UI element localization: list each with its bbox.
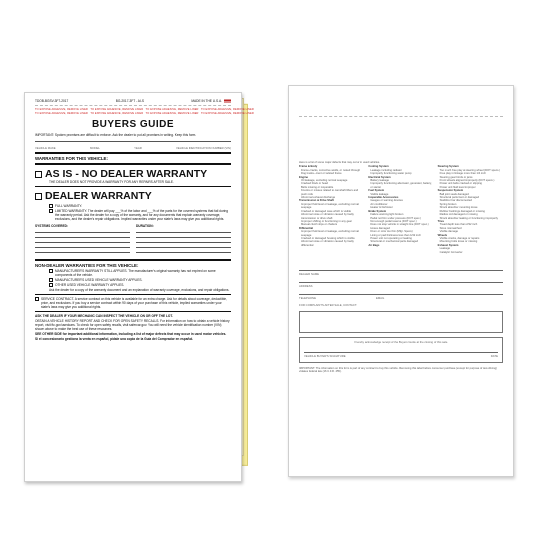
full-warranty-option[interactable] bbox=[49, 204, 231, 208]
form-code: BG-2017-3FT - AI-S bbox=[115, 99, 144, 104]
defect-item: Hoses damaged bbox=[370, 226, 390, 230]
defect-item: Shock absorber leaking or functioning improperly bbox=[439, 216, 498, 220]
ask-mechanic: ASK THE DEALER IF YOUR MECHANIC CAN INSPECT THE VEHICLE ON OR OFF THE LOT. bbox=[35, 314, 173, 319]
strip-text-8: TO EXPOSE ADHESIVE, REMOVE LINER bbox=[200, 111, 254, 115]
non-dealer-item[interactable] bbox=[49, 278, 231, 282]
non-dealer-checkbox[interactable] bbox=[49, 278, 53, 282]
non-dealer-item[interactable] bbox=[49, 283, 231, 287]
defects-column-3 bbox=[438, 165, 503, 254]
defect-item: Radius rod damaged or missing bbox=[439, 213, 478, 217]
divider bbox=[35, 186, 231, 187]
defect-category: Exhaust System bbox=[437, 243, 459, 247]
strip-text-5: TO EXPOSE ADHESIVE, REMOVE LINER bbox=[35, 111, 88, 115]
dealer-name-line[interactable] bbox=[299, 270, 503, 271]
defect-item: Battery leakage bbox=[370, 179, 390, 183]
defect-item: Visible cracks, damage or repairs bbox=[439, 236, 480, 240]
defect-item: Sizes mismatched bbox=[439, 226, 462, 230]
defect-category: Engine bbox=[299, 175, 308, 179]
warranties-heading: WARRANTIES FOR THIS VEHICLE: bbox=[35, 156, 108, 162]
duration-field[interactable] bbox=[136, 228, 231, 257]
dealer-warranty-checkbox[interactable] bbox=[35, 193, 42, 200]
as-is-option[interactable] bbox=[35, 168, 231, 180]
systems-lines[interactable] bbox=[35, 228, 231, 257]
defect-item: Shock absorber mounting loose bbox=[439, 206, 478, 210]
manufacturer-warranty-text: MANUFACTURER'S WARRANTY STILL APPLIES. The manufacturer's original warranty has not expired on some components of the vehicle. bbox=[55, 268, 216, 277]
other-warranty-text: OTHER USED VEHICLE WARRANTY APPLIES. bbox=[55, 283, 125, 288]
form-number: TDOB-BGSV-3F7-2017 bbox=[35, 99, 69, 104]
signature-labels bbox=[304, 354, 498, 358]
year-label: YEAR bbox=[134, 146, 142, 151]
dealer-name-label: DEALER NAME bbox=[299, 271, 320, 276]
limited-warranty-option[interactable] bbox=[49, 209, 231, 221]
page-title: BUYERS GUIDE bbox=[91, 119, 175, 131]
service-contract-checkbox[interactable] bbox=[35, 297, 39, 301]
history-report: OBTAIN A VEHICLE HISTORY REPORT AND CHECK FOR OPEN SAFETY RECALLS. For information on how to obtain a vehicle history report, visit ftc.gov/usedcars. To check for open safety recalls, visit safercar.gov. You will need the vehicle identification number (VIN) shown above to make the best use of these resources. bbox=[35, 319, 230, 332]
defect-item: Cracked or damaged housing which is visible bbox=[301, 236, 355, 240]
date-label: DATE bbox=[490, 353, 498, 358]
defect-item: Belts missing or inoperable bbox=[301, 185, 334, 189]
back-blank-area bbox=[299, 119, 503, 161]
defect-item: Abnormal noise or vibration caused by faulty differential bbox=[301, 240, 354, 247]
defect-item: Free play in linkage more than 1/4 inch bbox=[439, 172, 486, 176]
telephone-label: TELEPHONE bbox=[299, 295, 316, 300]
strip-text-3: TO EXPOSE ADHESIVE, REMOVE LINER bbox=[145, 108, 199, 112]
non-dealer-checkbox[interactable] bbox=[49, 283, 53, 287]
defect-category: Differential bbox=[299, 226, 314, 230]
defect-item: Gauges or warning devices bbox=[370, 199, 403, 203]
defect-item: Abnormal exhaust discharge bbox=[301, 196, 336, 200]
defect-category: Air Bags bbox=[368, 243, 380, 247]
defect-item: Improper fluid level or leakage, excluding normal seepage bbox=[301, 230, 359, 237]
defect-item: Power unit belts cracked or slipping bbox=[439, 182, 482, 186]
defect-category: Steering System bbox=[437, 165, 459, 169]
spanish-note: Si el concesionario gestiona la venta en español, pídale una copia de la Guía del Comprador en español. bbox=[35, 337, 194, 342]
defect-item: Ball joint seals damaged bbox=[439, 192, 469, 196]
form-header bbox=[35, 99, 231, 103]
defect-item: Dog tracks—bent or twisted frame bbox=[301, 172, 342, 176]
perforation-line bbox=[35, 105, 231, 106]
systems-covered-label: SYSTEMS COVERED: bbox=[35, 223, 68, 228]
defect-item: Leakage bbox=[439, 247, 450, 251]
defect-item: Front wheels aligned improperly (DOT specs.) bbox=[439, 179, 495, 183]
defect-category: Electrical System bbox=[368, 175, 391, 179]
defect-category: Suspension System bbox=[437, 189, 464, 193]
defect-category: Transmission & Drive Shaft bbox=[299, 199, 334, 203]
defect-category: Frame & Body bbox=[299, 165, 318, 169]
vehicle-info-lines bbox=[35, 141, 231, 142]
divider bbox=[35, 163, 231, 165]
vin-label: VEHICLE IDENTIFICATION NUMBER (VIN) bbox=[176, 146, 231, 151]
signature-line[interactable] bbox=[304, 352, 498, 353]
defect-category: Wheels bbox=[437, 233, 448, 237]
defect-item: Steering gear binds or jams bbox=[439, 175, 473, 179]
address-label: ADDRESS bbox=[299, 283, 313, 288]
defect-item: Power unit fluid level improper bbox=[439, 185, 476, 189]
buyers-guide-front bbox=[24, 92, 254, 482]
non-dealer-checkbox[interactable] bbox=[49, 269, 53, 273]
acknowledgement-text: I hereby acknowledge receipt of the Buyers Guide at the closing of this sale. bbox=[353, 339, 449, 344]
made-in-label: MADE IN THE U.S.A. bbox=[191, 99, 222, 103]
ask-dealer-note: Ask the dealer for a copy of the warranty document and an explanation of warranty coverage, exclusions, and repair obligations. bbox=[49, 288, 230, 293]
service-contract-option[interactable] bbox=[35, 297, 231, 309]
dealer-warranty-option[interactable] bbox=[35, 190, 231, 202]
defect-item: Structural parts bent or damaged bbox=[439, 196, 479, 200]
used-vehicle-warranty-text: MANUFACTURER'S USED VEHICLE WARRANTY APPLIES. bbox=[55, 278, 143, 283]
defects-column-2 bbox=[368, 165, 433, 254]
defect-item: Visible damage bbox=[439, 230, 458, 234]
defect-category: Fuel System bbox=[368, 189, 385, 193]
adhesive-strip-2 bbox=[35, 111, 254, 116]
defect-item: Catalytic Converter bbox=[439, 250, 463, 254]
defect-item: Heater & Defroster bbox=[370, 206, 393, 210]
divider bbox=[35, 294, 231, 295]
model-label: MODEL bbox=[89, 146, 100, 151]
defect-item: Improper shifting or functioning in any gear bbox=[301, 219, 352, 223]
acknowledgement-box bbox=[299, 337, 503, 363]
defect-item: Cracked block or head bbox=[301, 182, 328, 186]
defect-item: Does not stop vehicle in straight line (DOT spec.) bbox=[370, 223, 429, 227]
telephone-line[interactable] bbox=[299, 294, 503, 295]
divider bbox=[35, 311, 231, 312]
strip-text-7: TO EXPOSE ADHESIVE, REMOVE LINER bbox=[145, 111, 199, 115]
defect-category: Inoperable Accessories bbox=[368, 196, 399, 200]
made-in-usa bbox=[191, 99, 231, 103]
defect-item: Manual clutch slips or chatters bbox=[301, 223, 338, 227]
defect-item: Spring broken bbox=[439, 202, 457, 206]
strip-text-6: TO EXPOSE ADHESIVE, REMOVE LINER bbox=[90, 111, 144, 115]
defect-item: Structural or mechanical parts damaged bbox=[370, 240, 418, 244]
defect-item: Air conditioner bbox=[370, 202, 388, 206]
defect-item: Oil leakage, excluding normal seepage bbox=[301, 179, 348, 183]
defect-item: Tread depth less than 2/32 inch bbox=[439, 223, 478, 227]
defect-item: Frame-cracks, corrective welds, or rusted through bbox=[301, 168, 361, 172]
strip-text-4: TO EXPOSE ADHESIVE, REMOVE LINER bbox=[200, 108, 254, 112]
vehicle-labels bbox=[35, 146, 231, 150]
strip-text-1: TO EXPOSE ADHESIVE, REMOVE LINER bbox=[35, 108, 88, 112]
signature-label: VEHICLE BUYER'S SIGNATURE bbox=[304, 353, 346, 358]
defect-item: Improperly functioning water pump bbox=[370, 172, 412, 176]
defect-category: Cooling System bbox=[368, 165, 389, 169]
defects-list bbox=[299, 165, 503, 254]
email-label: EMAIL bbox=[375, 295, 385, 300]
full-warranty-checkbox[interactable] bbox=[49, 204, 53, 208]
as-is-checkbox[interactable] bbox=[35, 171, 42, 178]
divider bbox=[35, 152, 231, 154]
as-is-text: THE DEALER DOES NOT PROVIDE A WARRANTY FOR ANY REPAIRS AFTER SALE. bbox=[49, 180, 174, 185]
defect-category: Brake System bbox=[368, 209, 387, 213]
address-line[interactable] bbox=[299, 282, 503, 283]
see-other-side: SEE OTHER SIDE for important additional information, including a list of major defects that may occur in used motor vehicles. bbox=[35, 332, 227, 337]
defect-item: Abnormal noise or vibration caused by faulty transmission or drive shaft bbox=[301, 213, 354, 220]
defect-item: Mounting bolts loose or missing bbox=[439, 240, 478, 244]
defect-item: Stabilizer bar disconnected bbox=[439, 199, 472, 203]
limited-warranty-checkbox[interactable] bbox=[49, 209, 53, 213]
perforation-line bbox=[299, 116, 503, 117]
defect-item: Power unit not operating or leaking bbox=[370, 236, 412, 240]
defect-item: Not enough pedal reserve (DOT spec.) bbox=[370, 219, 417, 223]
defect-item: Improper fluid level or leakage, excluding normal seepage bbox=[301, 202, 359, 210]
dealer-warranty-title: DEALER WARRANTY bbox=[45, 190, 152, 203]
duration-label: DURATION: bbox=[136, 223, 154, 228]
defects-column-1 bbox=[299, 165, 364, 254]
defect-item: Leakage including radiator bbox=[370, 168, 402, 172]
defect-item: Lining or pad thickness less than 1/32 inch bbox=[370, 233, 421, 237]
defect-item: Cracked or damaged case which is visible bbox=[301, 209, 352, 213]
vehicle-make-label: VEHICLE MAKE bbox=[35, 146, 56, 151]
divider bbox=[35, 259, 231, 261]
defect-item: Improperly functioning alternator, generator, battery, or starter bbox=[370, 182, 432, 189]
as-is-title: AS IS - NO DEALER WARRANTY bbox=[45, 168, 208, 181]
service-contract-text: SERVICE CONTRACT. A service contract on this vehicle is available for an extra charge. Ask for details about coverage, deductible, price, and exclusions. If you buy a service contract within 90 days of your purchase of this vehicle, implied warranties under your state's laws may give you additional rights. bbox=[41, 297, 227, 310]
defect-category: Tires bbox=[437, 219, 445, 223]
non-dealer-heading: NON-DEALER WARRANTIES FOR THIS VEHICLE: bbox=[35, 262, 139, 268]
limited-warranty-text: LIMITED WARRANTY. The dealer will pay ___% of the labor and ___% of the parts for the covered systems that fail during the warranty period. Ask the dealer for a copy of the warranty, and for any documents that explain warranty coverage, exclusions, and the dealer's repair obligations. Implied warranties under your state's laws may give you additional rights. bbox=[55, 208, 229, 221]
defect-item: Failure warning light broken bbox=[370, 213, 404, 217]
defect-item: Rubber bushings damaged or missing bbox=[439, 209, 485, 213]
systems-covered-field[interactable] bbox=[35, 228, 130, 257]
back-top-margin bbox=[299, 92, 503, 114]
defect-item: Visible leakage bbox=[370, 192, 389, 196]
strip-text-2: TO EXPOSE ADHESIVE, REMOVE LINER bbox=[90, 108, 144, 112]
us-flag-icon bbox=[224, 99, 231, 103]
defect-item: Pedal not firm under pressure (DOT spec.) bbox=[370, 216, 422, 220]
complaints-box[interactable] bbox=[299, 311, 503, 333]
defect-item: Knocks or misses related to camshaft lifters and push rods bbox=[301, 189, 359, 196]
back-important: IMPORTANT: The information on this form is part of any contract to buy this vehicle. Removing this label before consumer purchase (except for purpose of test-driving) violates federal law (16 C.F.R. 455). bbox=[299, 366, 498, 374]
defect-item: Drum or rotor too thin (Mfgr. Specs) bbox=[370, 230, 413, 234]
defects-intro: Here is a list of some major defects that may occur in used vehicles. bbox=[299, 161, 380, 164]
buyers-guide-back bbox=[288, 85, 514, 477]
complaints-label: FOR COMPLAINTS AFTER SALE, CONTACT: bbox=[299, 302, 357, 307]
defect-item: Too much free play at steering wheel (DOT specs.) bbox=[439, 168, 501, 172]
full-warranty-label: FULL WARRANTY. bbox=[55, 203, 83, 208]
non-dealer-item[interactable] bbox=[49, 269, 231, 277]
important-note: IMPORTANT: Spoken promises are difficult to enforce. Ask the dealer to put all promises in writing. Keep this form. bbox=[35, 133, 197, 138]
contact-labels bbox=[299, 296, 503, 300]
